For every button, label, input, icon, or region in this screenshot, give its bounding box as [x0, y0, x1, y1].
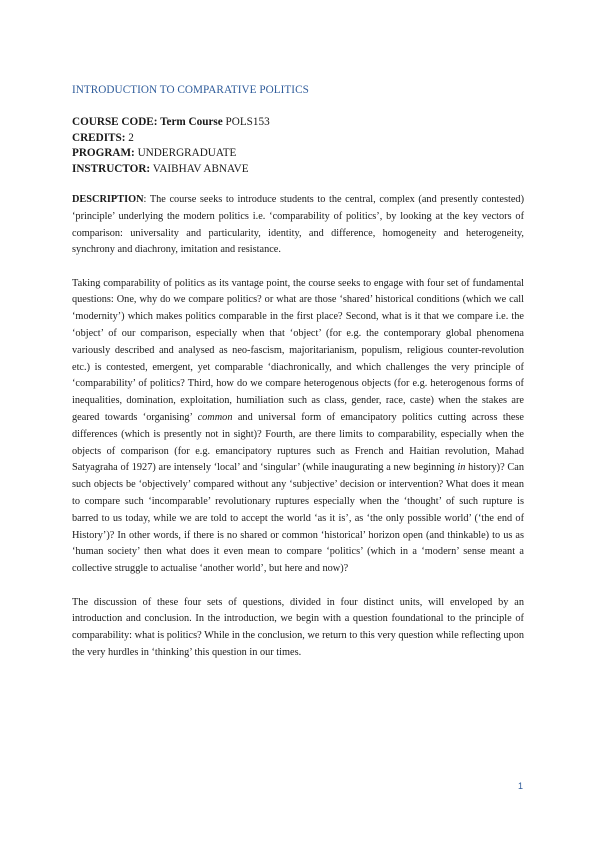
questions-italic-in: in	[457, 462, 466, 474]
description-paragraph	[72, 192, 524, 259]
credits-line	[72, 131, 524, 147]
description-text: : The course seeks to introduce students to the central, complex (and presently contested) ‘principle’ underlying the modern politics i.e. ‘comparability of politics’, by looking at the key vectors of comparison: universality and particularity, identity, and difference, homogeneity and heterogeneity, synchrony and diachrony, imitation and resistance.	[72, 194, 524, 256]
course-title: INTRODUCTION TO COMPARATIVE POLITICS	[72, 84, 309, 96]
credits-value: 2	[125, 131, 134, 144]
instructor-label: INSTRUCTOR:	[72, 162, 151, 175]
questions-italic-common: common	[197, 412, 233, 424]
document-page	[72, 83, 524, 678]
questions-text-part2: and universal form of emancipatory politics cutting across these differences (which is presently not in sight)? Fourth, are there limits to comparability, especially when the objects of comparison (for e.g. emancipatory ruptures such as French and Haitian revolution, Mahad Satyagraha of 1927) are intensely ‘local’ and ‘singular’ (while inaugurating a new beginning	[72, 412, 524, 474]
course-code-line	[72, 115, 524, 131]
program-line	[72, 146, 524, 162]
program-label: PROGRAM:	[72, 147, 135, 159]
course-code-label: COURSE CODE: Term Course	[72, 116, 223, 128]
page-number: 1	[517, 781, 523, 791]
course-metadata	[72, 115, 524, 177]
structure-paragraph: The discussion of these four sets of questions, divided in four distinct units, will enveloped by an introduction and conclusion. In the introduction, we begin with a question foundational to the principle of comparability: what is politics? While in the conclusion, we return to this very question while reflecting upon the very hurdles in ‘thinking’ this question in our times.	[72, 596, 524, 658]
questions-text-part3: history)? Can such objects be ‘objectively’ compared without any ‘subjective’ decision or intervention? What does it mean to compare such ‘incomparable’ revolutionary ruptures especially when the ‘thought’ of such rupture is barred to us today, while we are told to accept the world ‘as it is’, as ‘the only possible world’ (‘the end of History’)? In other words, if there is no shared or common ‘historical’ horizon open (and thinkable) to us as ‘human society’ then what does it even mean to compare ‘politics’ (which in a ‘modern’ sense meant a collective struggle to actualise ‘another world’, but here and now)?	[72, 462, 524, 575]
instructor-value: VAIBHAV ABNAVE	[150, 162, 249, 175]
credits-label: CREDITS:	[72, 131, 126, 144]
course-code-value: POLS153	[222, 116, 270, 128]
program-value: UNDERGRADUATE	[134, 147, 237, 159]
questions-text-part1: Taking comparability of politics as its vantage point, the course seeks to engage with four set of fundamental questions: One, why do we compare politics? or what are those ‘shared’ historical conditions (which we call ‘modernity’) which makes politics comparable in the first place? Second, what is it that we compare i.e. the ‘object’ of our comparison, especially when that ‘object’ (for e.g. the contemporary global phenomena variously described and analysed as neo-fascism, majoritarianism, populism, religious counter-revolution etc.) is contested, emergent, yet comparable ‘diachronically, and which challenges the very principle of ‘comparability’ of politics? Third, how do we compare heterogenous objects (for e.g. heterogenous forms of inequalities, domination, exploitation, humiliation such as class, gender, race, caste) when the stakes are geared towards ‘organising’	[72, 277, 524, 424]
description-label: DESCRIPTION	[72, 194, 144, 205]
instructor-line	[72, 162, 524, 178]
questions-paragraph	[72, 276, 524, 578]
